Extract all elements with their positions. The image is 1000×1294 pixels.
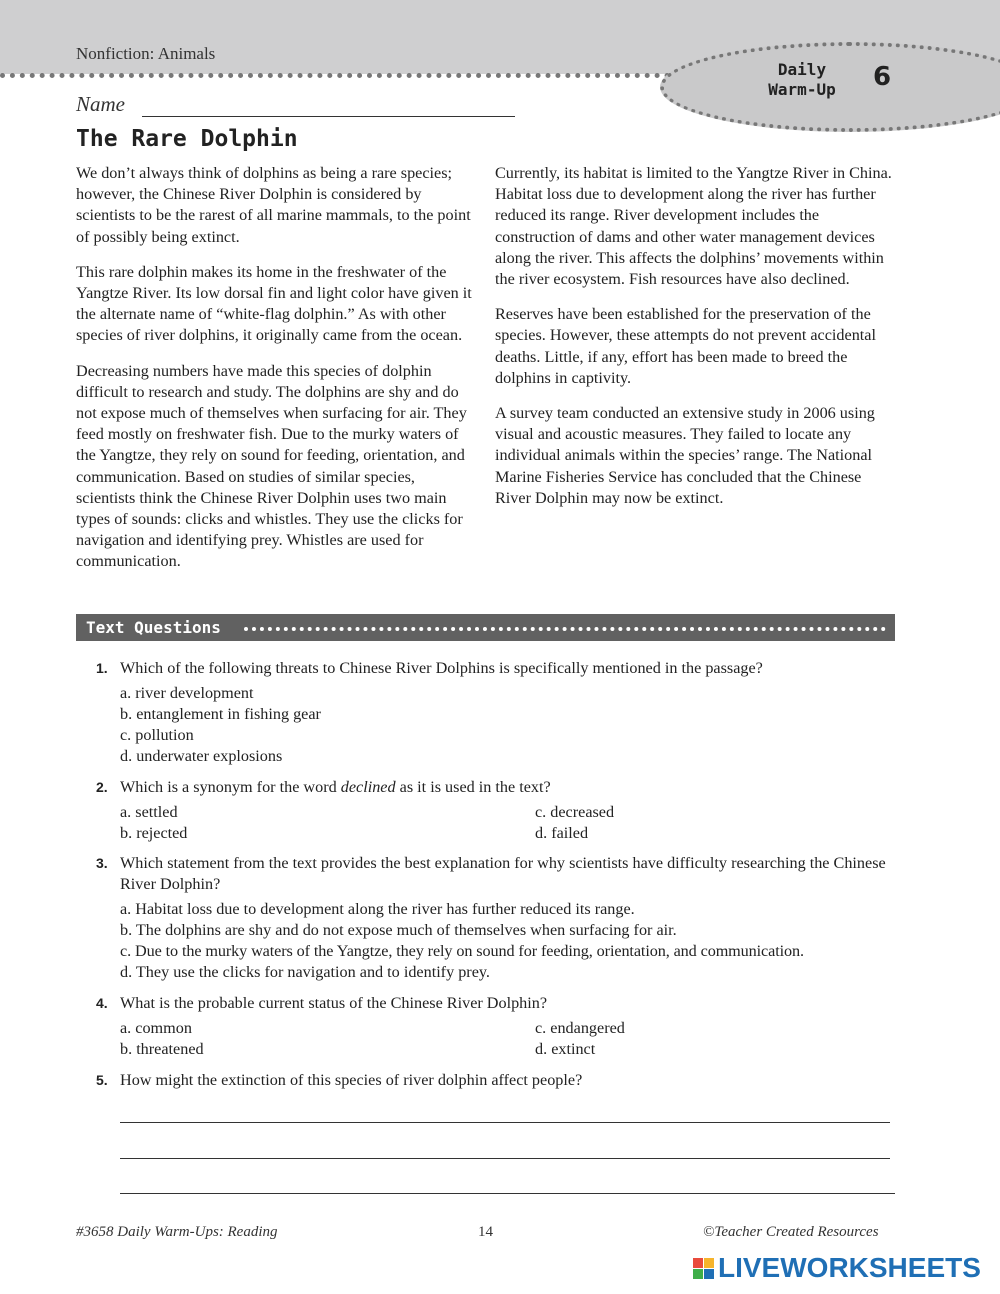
answer-option[interactable]: [120, 1018, 192, 1039]
answer-option[interactable]: [120, 746, 282, 767]
option-letter: d.: [535, 824, 548, 842]
option-text: endangered: [550, 1019, 625, 1037]
answer-line[interactable]: [120, 1193, 895, 1194]
option-text: rejected: [136, 824, 188, 842]
page-title: The Rare Dolphin: [76, 126, 298, 152]
option-text: The dolphins are shy and do not expose much of themselves when surfacing for air.: [135, 921, 677, 939]
passage-paragraph: Reserves have been established for the preservation of the species. However, these attempts do not prevent accidental deaths. Little, if any, effort has been made to breed the dolphins in captivity.: [495, 305, 876, 387]
option-letter: d.: [120, 747, 133, 765]
option-text: decreased: [550, 803, 615, 821]
option-letter: b.: [120, 824, 133, 842]
option-letter: b.: [120, 705, 133, 723]
answer-option[interactable]: [120, 823, 187, 844]
passage-paragraph: A survey team conducted an extensive study in 2006 using visual and acoustic measures. They failed to locate any individual animals within the species’ range. The National Marine Fisheries Service has concluded that the Chinese River Dolphin may now be extinct.: [495, 404, 875, 507]
question-number: 1.: [96, 660, 108, 676]
question-text: How might the extinction of this species of river dolphin affect people?: [120, 1071, 583, 1089]
option-letter: d.: [535, 1040, 548, 1058]
passage-paragraph: This rare dolphin makes its home in the freshwater of the Yangtze River. Its low dorsal fin and light color have given it the alternate name of “white-flag dolphin.” As with other species of river dolphins, it originally came from the ocean.: [76, 262, 472, 345]
badge-number: 6: [873, 62, 892, 92]
question-text: [120, 777, 895, 798]
answer-option[interactable]: [120, 962, 490, 983]
question-number: 4.: [96, 995, 108, 1011]
questions-header-dots: [244, 627, 886, 631]
option-letter: c.: [535, 1019, 547, 1037]
answer-option[interactable]: [120, 802, 178, 823]
badge-label-line2: Warm-Up: [768, 80, 836, 99]
answer-line[interactable]: [120, 1158, 890, 1159]
option-letter: d.: [120, 963, 133, 981]
option-letter: c.: [535, 803, 547, 821]
badge-label: [752, 60, 852, 100]
answer-option[interactable]: [120, 725, 194, 746]
answer-option[interactable]: [120, 683, 254, 704]
option-letter: b.: [120, 921, 133, 939]
answer-option[interactable]: [120, 920, 677, 941]
option-text: Due to the murky waters of the Yangtze, they rely on sound for feeding, orientation, and communication.: [135, 942, 804, 960]
option-text: They use the clicks for navigation and to identify prey.: [135, 963, 490, 981]
passage-right-column: [495, 163, 895, 523]
question-number: 2.: [96, 779, 108, 795]
passage-left-column: [76, 163, 478, 587]
question-text-part: as it is used in the text?: [395, 778, 551, 796]
question-number: 5.: [96, 1072, 108, 1088]
question-keyword: declined: [340, 778, 396, 796]
option-letter: b.: [120, 1040, 133, 1058]
answer-option[interactable]: [120, 941, 804, 962]
passage-paragraph: We don’t always think of dolphins as being a rare species; however, the Chinese River Dolphin is considered by scientists to be the rarest of all marine mammals, to the point of possibly being extinct.: [76, 164, 471, 246]
question-text: Which of the following threats to Chinese River Dolphins is specifically mentioned in the passage?: [120, 659, 763, 677]
category-label: Nonfiction: Animals: [76, 44, 216, 63]
header-dotted-rule: [0, 73, 700, 78]
option-text: underwater explosions: [136, 747, 283, 765]
liveworksheets-blocks-icon: [693, 1258, 714, 1279]
footer-copyright: ©Teacher Created Resources: [703, 1224, 879, 1240]
liveworksheets-logo: [693, 1252, 981, 1284]
option-text: threatened: [136, 1040, 204, 1058]
option-text: Habitat loss due to development along the river has further reduced its range.: [135, 900, 635, 918]
name-label: Name: [76, 92, 125, 116]
option-text: common: [135, 1019, 192, 1037]
footer-page-number: 14: [478, 1224, 493, 1240]
passage-paragraph: Decreasing numbers have made this species of dolphin difficult to research and study. The dolphins are shy and do not expose much of themselves when surfacing for air. They feed mostly on freshwater fish. Due to the murky waters of the Yangtze, they rely on sound for feeding, orientation, and communication. Based on studies of similar species, scientists think the Chinese River Dolphin uses two main types of sounds: clicks and whistles. They use the clicks for navigation and identifying prey. Whistles are used for communication.: [76, 361, 467, 571]
answer-option[interactable]: [535, 1018, 625, 1039]
questions-header-title: Text Questions: [86, 618, 221, 637]
answer-option[interactable]: [535, 1039, 595, 1060]
option-letter: a.: [120, 900, 132, 918]
option-text: settled: [135, 803, 178, 821]
option-letter: a.: [120, 1019, 132, 1037]
answer-option[interactable]: [120, 1039, 204, 1060]
option-text: pollution: [135, 726, 194, 744]
option-text: failed: [551, 824, 589, 842]
option-text: river development: [135, 684, 254, 702]
question-text: What is the probable current status of the Chinese River Dolphin?: [120, 994, 548, 1012]
option-letter: a.: [120, 803, 132, 821]
liveworksheets-wordmark: LIVEWORKSHEETS: [718, 1252, 981, 1283]
option-letter: c.: [120, 726, 132, 744]
option-text: entanglement in fishing gear: [136, 705, 321, 723]
answer-option[interactable]: [120, 899, 635, 920]
question-text-part: Which is a synonym for the word: [120, 778, 341, 796]
question-number: 3.: [96, 855, 108, 871]
badge-label-line1: Daily: [777, 60, 827, 79]
passage-paragraph: Currently, its habitat is limited to the Yangtze River in China. Habitat loss due to development along the river has further reduced its range. River development includes the construction of dams and other water management devices along the river. This affects the dolphins’ movements within the river ecosystem. Fish resources have also declined.: [495, 164, 892, 289]
question-text: Which statement from the text provides the best explanation for why scientists have difficulty researching the Chinese River Dolphin?: [120, 854, 886, 893]
option-text: extinct: [551, 1040, 596, 1058]
answer-line[interactable]: [120, 1122, 890, 1123]
option-letter: c.: [120, 942, 132, 960]
answer-option[interactable]: [535, 802, 614, 823]
footer-book-title: #3658 Daily Warm-Ups: Reading: [76, 1224, 278, 1240]
option-letter: a.: [120, 684, 132, 702]
answer-option[interactable]: [535, 823, 588, 844]
name-input-line[interactable]: [142, 116, 515, 117]
answer-option[interactable]: [120, 704, 321, 725]
